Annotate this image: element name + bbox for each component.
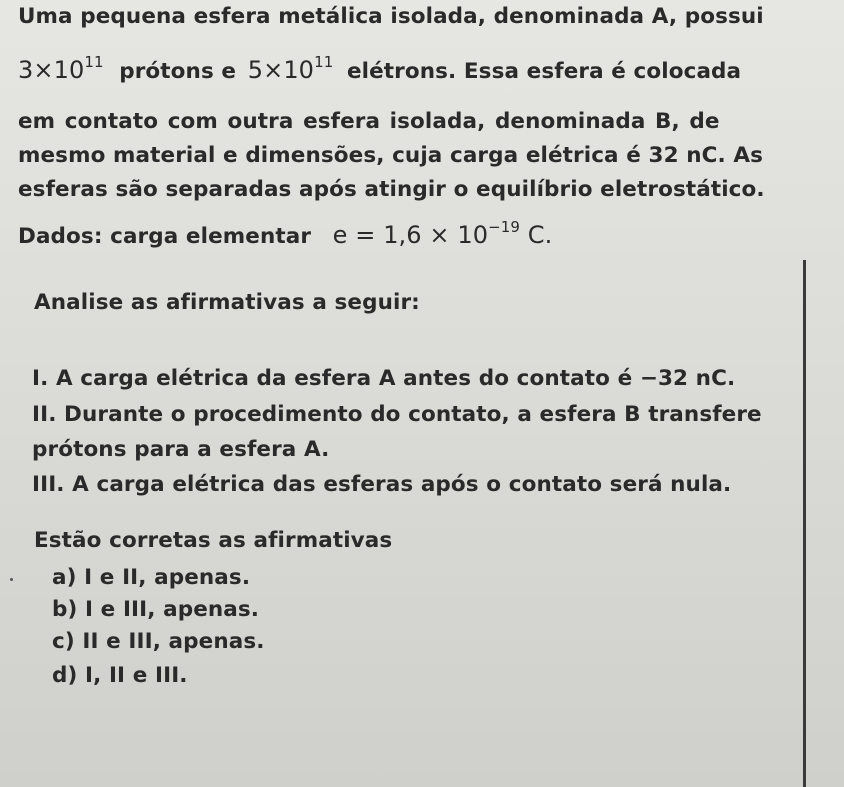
option-c: c) II e III, apenas. bbox=[52, 629, 265, 654]
question-line-2 bbox=[18, 53, 741, 84]
protons-word: prótons e bbox=[119, 59, 237, 84]
dados-line bbox=[18, 218, 552, 249]
electrons-word: elétrons. Essa esfera é colocada bbox=[346, 59, 742, 84]
statement-1: I. A carga elétrica da esfera A antes do contato é −32 nC. bbox=[32, 366, 736, 391]
statement-2-line-2: prótons para a esfera A. bbox=[32, 437, 330, 462]
option-a: a) I e II, apenas. bbox=[52, 565, 251, 590]
stray-dot bbox=[10, 578, 13, 581]
frame-border-line bbox=[803, 260, 806, 787]
prompt-text: Estão corretas as afirmativas bbox=[34, 528, 393, 553]
question-line-4: mesmo material e dimensões, cuja carga elétrica é 32 nC. As bbox=[18, 143, 763, 168]
question-line-5: esferas são separadas após atingir o equilíbrio eletrostático. bbox=[18, 177, 765, 202]
statement-2-line-1: II. Durante o procedimento do contato, a esfera B transfere bbox=[32, 402, 762, 427]
option-b: b) I e III, apenas. bbox=[52, 597, 260, 622]
elementary-charge-expression: $e = 1,6 \times 10^{-19}$ C. bbox=[332, 218, 553, 249]
option-d: d) I, II e III. bbox=[52, 663, 188, 688]
electrons-expression: $5\times 10^{11}$ bbox=[247, 53, 334, 84]
question-line-3: em contato com outra esfera isolada, denominada B, de bbox=[18, 109, 720, 134]
statement-3: III. A carga elétrica das esferas após o contato será nula. bbox=[32, 472, 732, 497]
protons-expression: $3\times 10^{11}$ bbox=[18, 53, 104, 84]
analise-heading: Analise as afirmativas a seguir: bbox=[34, 290, 420, 315]
question-line-1: Uma pequena esfera metálica isolada, denominada A, possui bbox=[18, 4, 764, 29]
dados-label: Dados: carga elementar bbox=[18, 224, 312, 249]
